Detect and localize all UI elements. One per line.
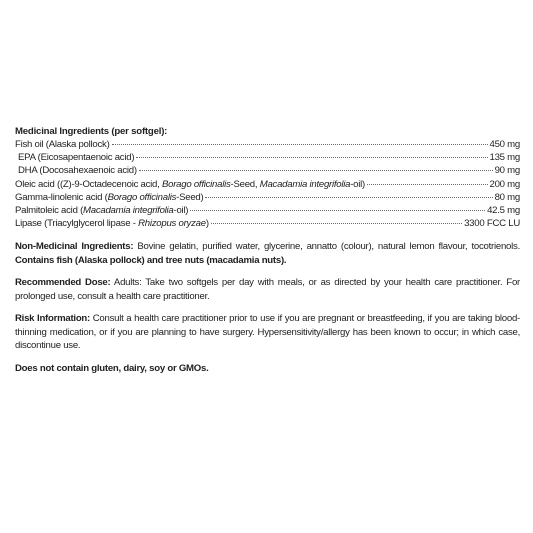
ingredient-name [15,164,137,177]
ingredient-name-part: Lipase (Triacylglycerol lipase - [15,218,139,230]
ingredient-name-part: Gamma-linolenic acid ( [15,191,108,203]
non-medicinal-label: Non-Medicinal Ingredients: [15,241,134,253]
dot-leader [139,170,493,171]
ingredient-amount: 3300 FCC LU [464,218,520,230]
free-from-statement: Does not contain gluten, dairy, soy or GMOs. [15,362,209,374]
dot-leader [136,157,487,158]
dose-label: Recommended Dose: [15,277,111,289]
dot-leader [190,210,485,211]
ingredient-row [15,151,520,164]
dot-leader [211,223,462,224]
ingredient-row [15,204,520,217]
ingredient-name [15,217,209,230]
ingredient-name-part: -oil) [173,204,189,216]
ingredient-amount: 42.5 mg [487,204,520,216]
ingredient-name [15,191,203,204]
ingredient-row [15,138,520,151]
non-medicinal-text: Bovine gelatin, purified water, glycerine, annatto (colour), natural lemon flavour, tocotrienols. [133,241,520,253]
ingredient-source-italic: Macadamia integrifolia [259,178,351,190]
ingredient-row [15,191,520,204]
label-panel [15,125,520,375]
ingredient-amount: 450 mg [489,139,520,150]
ingredient-name-part: -Seed, [230,178,260,190]
ingredient-name-part: -oil) [350,178,365,190]
ingredient-source-italic: Borago officinalis [107,191,177,203]
ingredient-list [15,138,520,230]
ingredient-name [15,151,134,164]
ingredient-source-italic: Rhizopus oryzae [138,218,206,230]
ingredient-name-part: ) [205,218,209,230]
ingredient-name [15,178,365,191]
ingredient-name-part: Palmitoleic acid ( [15,204,84,216]
ingredient-amount: 80 mg [494,191,520,203]
ingredient-name-part: -Seed) [176,191,204,203]
ingredient-name [15,138,110,151]
ingredient-source-italic: Borago officinalis [161,178,231,190]
risk-text: Consult a health care practitioner prior to use if you are pregnant or breastfeeding, if you are taking blood-thinning medication, or if you are planning to have surgery. Hypersensitivity/allergy has been known to occur; in which case, discontinue use. [15,313,520,352]
ingredient-amount: 90 mg [494,165,520,177]
dot-leader [205,197,492,198]
ingredient-source-italic: Macadamia integrifolia [83,204,174,216]
ingredient-row [15,178,520,191]
ingredient-row [15,164,520,177]
ingredient-name-part: DHA (Docosahexaenoic acid) [18,165,137,177]
dose-paragraph [15,276,520,303]
risk-paragraph [15,312,520,353]
dot-leader [112,144,488,145]
allergen-statement: Contains fish (Alaska pollock) and tree nuts (macadamia nuts). [15,254,287,266]
ingredient-name-part: Fish oil (Alaska pollock) [15,139,110,150]
ingredient-row [15,217,520,230]
dot-leader [367,184,488,185]
ingredient-name-part: EPA (Eicosapentaenoic acid) [18,152,135,164]
ingredient-name [15,204,188,217]
dose-text: Adults: Take two softgels per day with meals, or as directed by your health care practitioner. For prolonged use, consult a health care practitioner. [15,277,520,302]
medicinal-heading: Medicinal Ingredients (per softgel): [15,126,168,137]
non-medicinal-paragraph [15,240,520,267]
ingredient-name-part: Oleic acid ((Z)-9-Octadecenoic acid, [15,178,162,190]
risk-label: Risk Information: [15,313,90,325]
ingredient-amount: 200 mg [489,178,520,190]
ingredient-amount: 135 mg [489,152,520,164]
